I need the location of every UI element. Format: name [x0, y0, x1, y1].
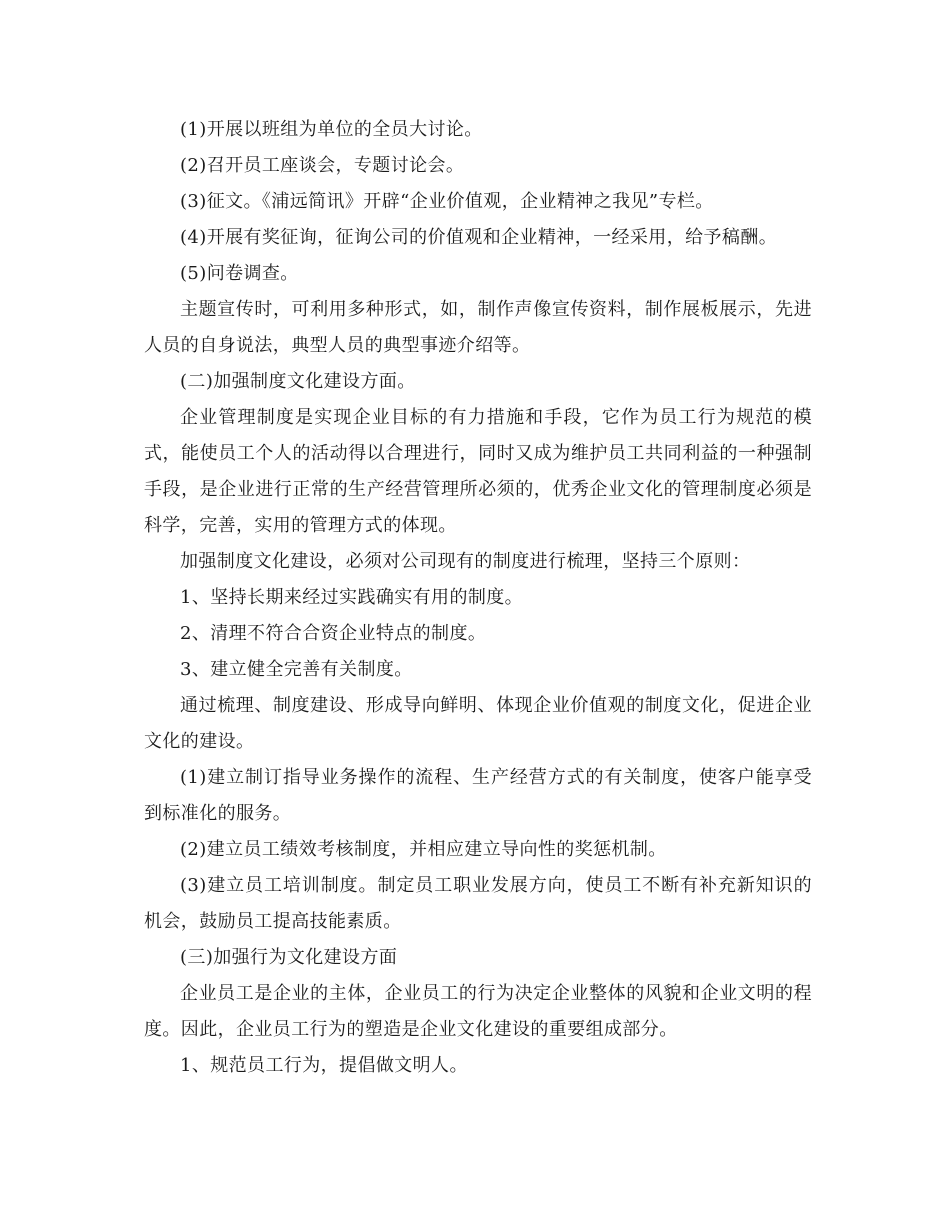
paragraph: (5)问卷调查。 — [180, 263, 299, 284]
list-item: 3、建立健全完善有关制度。 — [180, 659, 413, 680]
paragraph: 企业管理制度是实现企业目标的有力措施和手段，它作为员工行为规范的模式，能使员工个人的活动得以合理进行，同时又成为维护员工共同利益的一种强制手段，是企业进行正常的生产经营管理所必须的，优秀企业文化的管理制度必须是科学，完善，实用的管理方式的体现。 — [144, 407, 812, 536]
list-item: (1)建立制订指导业务操作的流程、生产经营方式的有关制度，使客户能享受到标准化的服务。 — [144, 767, 812, 824]
paragraph: 加强制度文化建设，必须对公司现有的制度进行梳理，坚持三个原则： — [180, 551, 751, 572]
paragraph: 企业员工是企业的主体，企业员工的行为决定企业整体的风貌和企业文明的程度。因此，企业员工行为的塑造是企业文化建设的重要组成部分。 — [144, 983, 812, 1040]
section-heading: (三)加强行为文化建设方面 — [180, 947, 398, 968]
list-item: 1、坚持长期来经过实践确实有用的制度。 — [180, 587, 524, 608]
paragraph: 通过梳理、制度建设、形成导向鲜明、体现企业价值观的制度文化，促进企业文化的建设。 — [144, 695, 812, 752]
list-item: 2、清理不符合合资企业特点的制度。 — [180, 623, 487, 644]
list-item: 1、规范员工行为，提倡做文明人。 — [180, 1055, 468, 1076]
paragraph: (2)召开员工座谈会，专题讨论会。 — [180, 155, 465, 176]
paragraph: 主题宣传时，可利用多种形式，如，制作声像宣传资料，制作展板展示，先进人员的自身说法，典型人员的典型事迹介绍等。 — [144, 299, 812, 356]
document-body — [144, 112, 812, 1084]
paragraph: (3)征文。《浦远简讯》开辟“企业价值观，企业精神之我见”专栏。 — [180, 191, 714, 212]
list-item: (2)建立员工绩效考核制度，并相应建立导向性的奖惩机制。 — [180, 839, 667, 860]
paragraph: (1)开展以班组为单位的全员大讨论。 — [180, 119, 483, 140]
paragraph: (4)开展有奖征询，征询公司的价值观和企业精神，一经采用，给予稿酬。 — [180, 227, 778, 248]
section-heading: (二)加强制度文化建设方面。 — [180, 371, 416, 392]
list-item: (3)建立员工培训制度。制定员工职业发展方向，使员工不断有补充新知识的机会，鼓励员工提高技能素质。 — [144, 875, 812, 932]
